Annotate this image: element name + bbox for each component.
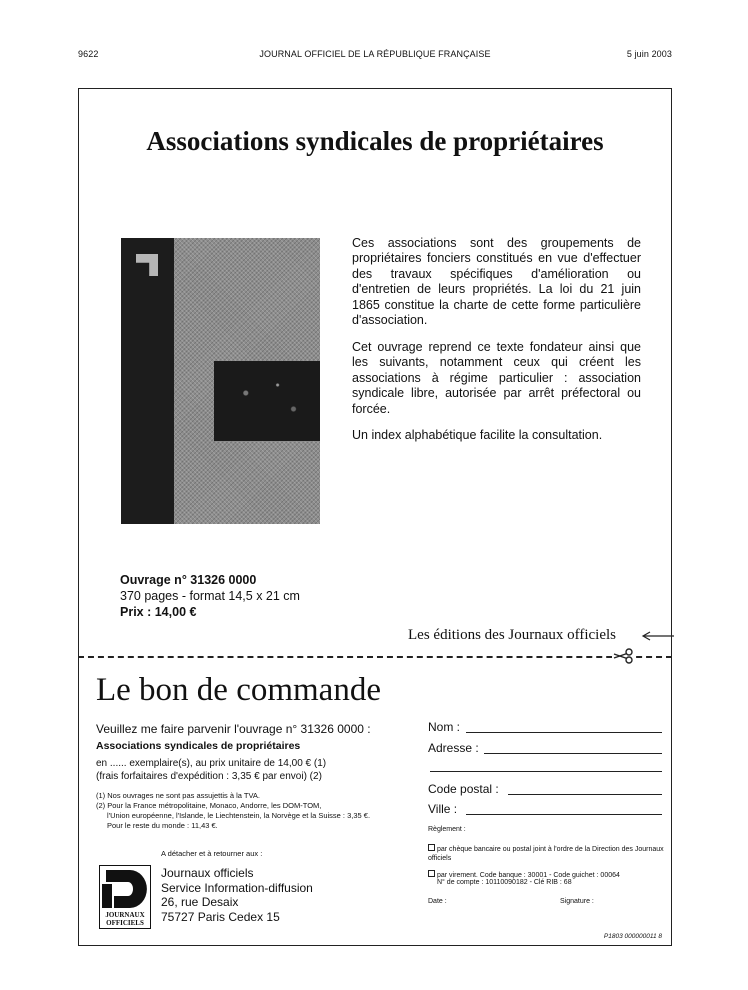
note-1: (1) Nos ouvrages ne sont pas assujettis à la TVA. [96, 791, 260, 800]
checkbox-virement[interactable] [428, 870, 435, 877]
logo-text-1: JOURNAUX [105, 911, 145, 919]
detach-label: A détacher et à retourner aux : [161, 849, 263, 858]
logo-text-2: OFFICIELS [106, 919, 144, 927]
date-label: Date : [428, 898, 447, 905]
name-label: Nom : [428, 720, 461, 734]
note-2: (2) Pour la France métropolitaine, Monaco, Andorre, les DOM-TOM, [96, 801, 322, 810]
pages-format: 370 pages - format 14,5 x 21 cm [120, 589, 300, 603]
address-line-3: 26, rue Desaix [161, 895, 239, 909]
quantity-line: en ...... exemplaire(s), au prix unitaire de 14,00 € (1) [96, 758, 327, 769]
payment-cheque-text: par chèque bancaire ou postal joint à l'ordre de la Direction des Journaux officiels [428, 846, 664, 862]
description-paragraph-1: Ces associations sont des groupements de propriétaires fonciers constitués en vue d'effectuer des travaux spécifiques d'amélioration ou d'entretien de leurs propriétés. La loi du 21 juin 1865 constitue la charte de cette forme particulière d'association. [352, 236, 641, 328]
note-3: l'Union européenne, l'Islande, le Liechtenstein, la Norvège et la Suisse : 3,35 €. [107, 811, 371, 820]
jo-logo-icon [100, 866, 150, 910]
postal-code-field[interactable] [508, 794, 662, 795]
journaux-officiels-logo [99, 865, 151, 929]
city-field[interactable] [466, 814, 662, 815]
reference-number: P1803 000000011 8 [603, 933, 662, 940]
ouvrage-number: Ouvrage n° 31326 0000 [120, 573, 257, 587]
description-paragraph-2: Cet ouvrage reprend ce texte fondateur ainsi que les suivants, notamment ceux qui créent les associations à régime particulier : association syndicale libre, autorisée par arrêt préfectoral ou forcée. [352, 340, 641, 416]
ad-title: Associations syndicales de propriétaires [146, 126, 604, 156]
editions-label: Les éditions des Journaux officiels [408, 627, 617, 643]
issue-date: 5 juin 2003 [626, 49, 672, 59]
payment-label: Règlement : [428, 826, 466, 833]
page-number: 9622 [78, 49, 99, 59]
order-form-title: Le bon de commande [96, 672, 381, 708]
description-paragraph-3: Un index alphabétique facilite la consultation. [352, 428, 603, 442]
arrow-left-icon [640, 630, 674, 642]
order-book-title: Associations syndicales de propriétaires [96, 740, 301, 752]
book-cover-image [121, 238, 320, 524]
order-intro: Veuillez me faire parvenir l'ouvrage n° 31326 0000 : [96, 722, 371, 736]
payment-option-cheque[interactable] [428, 844, 664, 863]
price: Prix : 14,00 € [120, 605, 197, 619]
fees-line: (frais forfaitaires d'expédition : 3,35 € par envoi) (2) [96, 771, 322, 782]
note-4: Pour le reste du monde : 11,43 €. [107, 821, 218, 830]
address-field-line-2[interactable] [430, 771, 662, 772]
address-field[interactable] [484, 753, 662, 754]
cut-line [78, 656, 672, 658]
checkbox-cheque[interactable] [428, 844, 435, 851]
bank-account-details: N° de compte : 10110090182 - Clé RIB : 68 [437, 879, 572, 886]
address-label: Adresse : [428, 741, 479, 755]
payment-virement-text: par virement. Code banque : 30001 - Code guichet : 00064 [437, 872, 620, 879]
postal-code-label: Code postal : [428, 782, 499, 796]
return-address [161, 866, 313, 924]
address-line-4: 75727 Paris Cedex 15 [161, 909, 280, 924]
address-line-1: Journaux officiels [161, 866, 254, 880]
address-line-2: Service Information-diffusion [161, 880, 313, 895]
name-field[interactable] [466, 732, 662, 733]
signature-label: Signature : [560, 898, 594, 905]
scissors-icon [612, 648, 636, 664]
journal-title: JOURNAL OFFICIEL DE LA RÉPUBLIQUE FRANÇAISE [259, 49, 491, 59]
city-label: Ville : [428, 802, 458, 816]
